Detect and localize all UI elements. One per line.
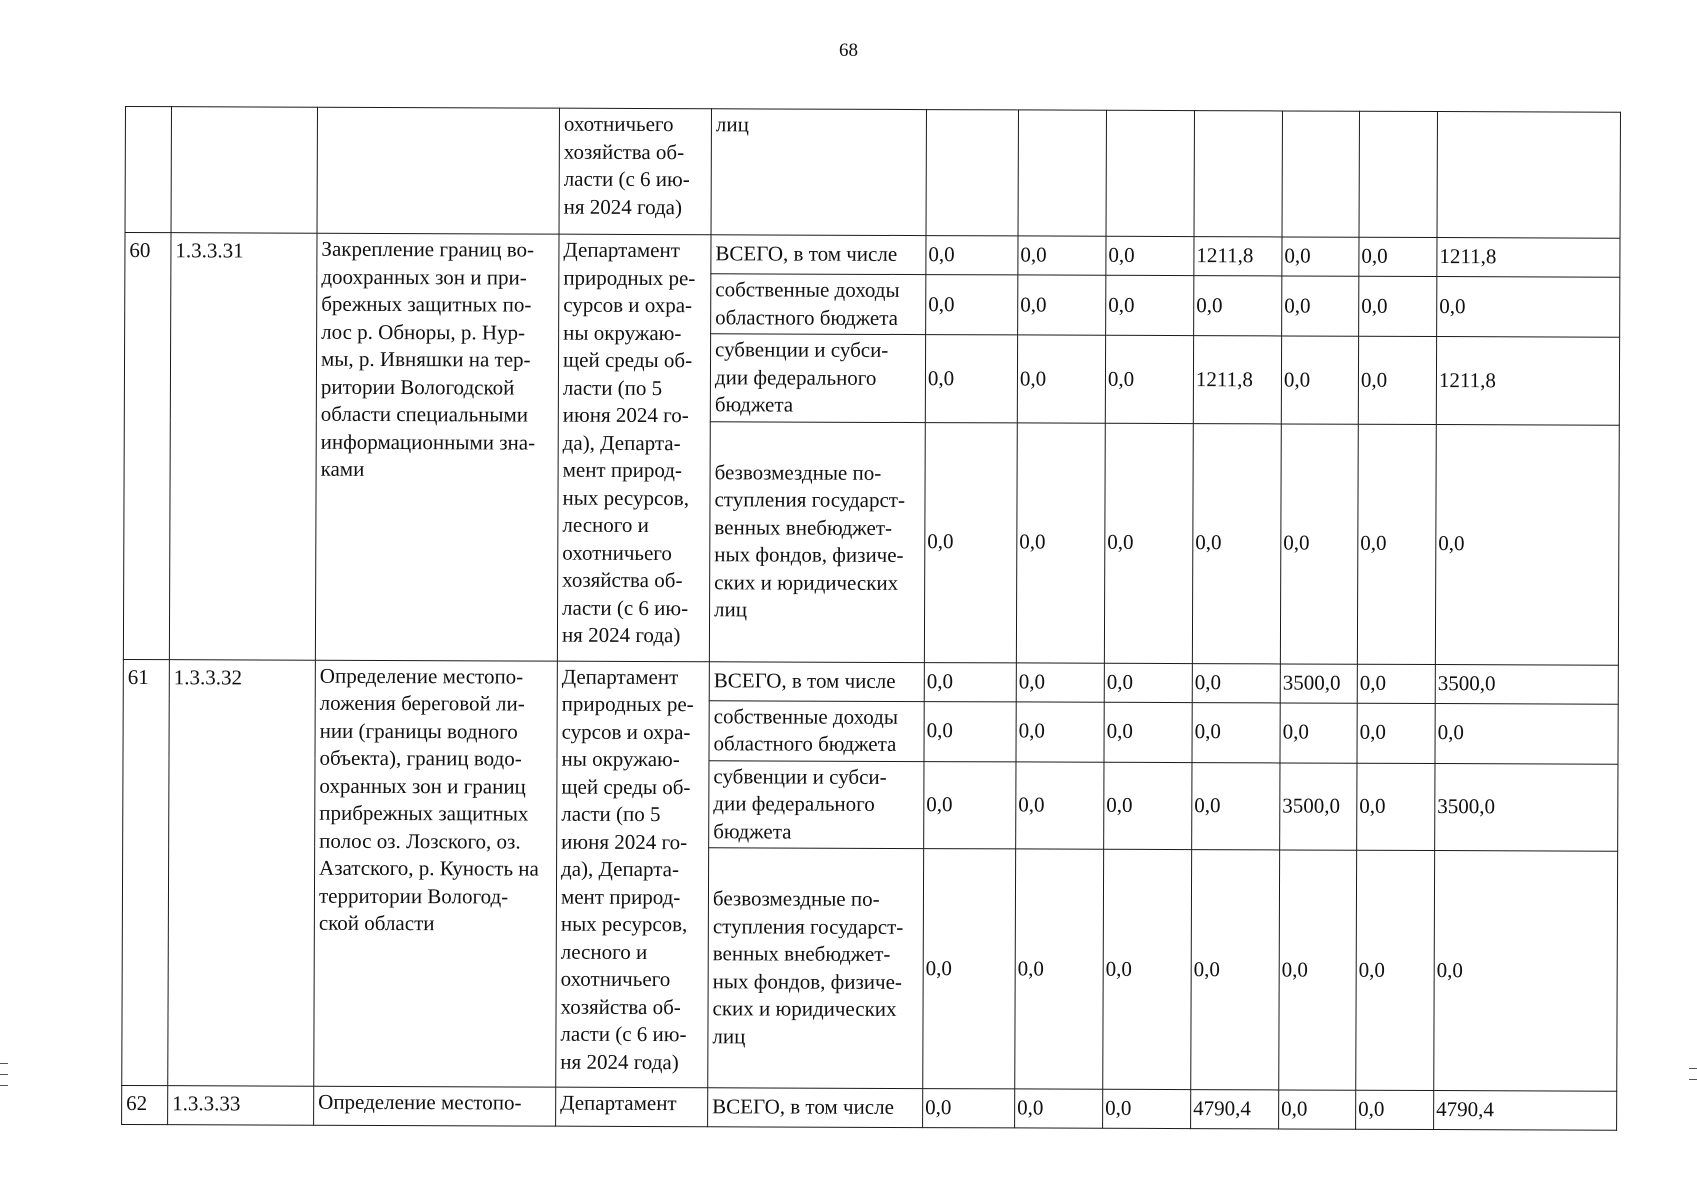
cell-funding-source: субвенции и субси- дии федерального бюджета bbox=[710, 334, 925, 422]
cell-value bbox=[1437, 112, 1620, 239]
scan-mark bbox=[1689, 1068, 1697, 1069]
cell-value: 0,0 bbox=[1106, 236, 1194, 275]
cell-value: 0,0 bbox=[926, 236, 1018, 275]
cell-value: 0,0 bbox=[1282, 276, 1359, 336]
cell-value: 0,0 bbox=[1279, 1090, 1356, 1129]
cell-value: 0,0 bbox=[1437, 277, 1620, 338]
table-row bbox=[122, 1085, 1617, 1130]
cell-funding-source: собственные доходы областного бюджета bbox=[709, 700, 924, 761]
cell-value: 0,0 bbox=[924, 761, 1016, 849]
cell-value: 0,0 bbox=[924, 422, 1017, 662]
cell-value: 1211,8 bbox=[1436, 337, 1619, 425]
cell-value: 3500,0 bbox=[1435, 763, 1618, 851]
cell-value: 3500,0 bbox=[1435, 664, 1618, 704]
cell-value: 0,0 bbox=[1357, 424, 1436, 664]
cell-name: Определение местопо- bbox=[314, 1086, 556, 1126]
cell-value: 1211,8 bbox=[1193, 336, 1281, 424]
funding-table bbox=[121, 106, 1621, 1131]
cell-name bbox=[317, 107, 559, 234]
cell-value: 0,0 bbox=[1279, 850, 1357, 1090]
cell-funding-source: ВСЕГО, в том числе bbox=[711, 235, 926, 275]
cell-name: Определение местопо- ложения береговой ли- нии (границы водного объекта), границ водо- охранных зон и границ прибрежных защитных полос оз. Лозского, оз. Азатского, р. Куность на территории Вологод- ской области bbox=[314, 660, 558, 1087]
cell-value: 0,0 bbox=[1016, 422, 1105, 662]
table-row bbox=[125, 233, 1620, 278]
cell-value: 0,0 bbox=[1191, 850, 1280, 1090]
scan-mark bbox=[1689, 1079, 1697, 1080]
cell-value: 0,0 bbox=[1357, 664, 1435, 703]
cell-funding-source: безвозмездные по- ступления государст- венных внебюджет- ных фондов, физиче- ских и юридических лиц bbox=[708, 848, 924, 1089]
cell-value: 0,0 bbox=[1280, 702, 1357, 762]
cell-value: 4790,4 bbox=[1191, 1090, 1279, 1129]
cell-value: 0,0 bbox=[1356, 1090, 1434, 1129]
cell-value: 0,0 bbox=[1104, 762, 1192, 850]
cell-value: 0,0 bbox=[1434, 851, 1618, 1092]
cell-value: 0,0 bbox=[1280, 423, 1358, 663]
cell-value bbox=[1018, 110, 1106, 236]
cell-value: 4790,4 bbox=[1434, 1091, 1617, 1131]
cell-value: 0,0 bbox=[1103, 849, 1192, 1089]
cell-value: 0,0 bbox=[923, 849, 1016, 1089]
cell-value bbox=[1106, 110, 1194, 236]
continuation-row bbox=[125, 107, 1620, 239]
cell-value: 0,0 bbox=[924, 662, 1016, 701]
cell-value: 0,0 bbox=[1104, 702, 1192, 762]
cell-value: 0,0 bbox=[1435, 424, 1619, 665]
cell-index bbox=[125, 107, 171, 233]
cell-value: 0,0 bbox=[1359, 237, 1437, 276]
cell-value: 0,0 bbox=[1192, 423, 1281, 663]
cell-value bbox=[1282, 111, 1359, 237]
cell-value: 0,0 bbox=[1194, 276, 1282, 336]
cell-value: 0,0 bbox=[1357, 703, 1435, 763]
cell-value: 0,0 bbox=[1104, 423, 1193, 663]
cell-value: 0,0 bbox=[1358, 336, 1436, 424]
page-number: 68 bbox=[839, 40, 858, 61]
cell-value: 0,0 bbox=[1017, 335, 1105, 423]
cell-value bbox=[1194, 111, 1282, 237]
cell-value: 0,0 bbox=[1015, 1089, 1103, 1128]
cell-value: 0,0 bbox=[926, 275, 1018, 335]
cell-value: 0,0 bbox=[1359, 276, 1437, 336]
scan-mark bbox=[0, 1085, 8, 1086]
cell-value: 0,0 bbox=[924, 701, 1016, 761]
cell-value: 0,0 bbox=[1105, 335, 1193, 423]
cell-executor: Департамент природных ре- сурсов и охра- ны окружаю- щей среды об- ласти (по 5 июня 2024 го- да), Департа- мент природ- ных ресурсов, лесного и охотничьего хозяйства об- ласти (с 6 ию- ня 2024 года) bbox=[557, 234, 711, 661]
cell-funding-source: безвозмездные по- ступления государст- венных внебюджет- ных фондов, физиче- ских и юридических лиц bbox=[709, 421, 925, 662]
cell-value: 0,0 bbox=[925, 335, 1017, 423]
cell-value: 1211,8 bbox=[1194, 237, 1282, 276]
cell-funding-source: ВСЕГО, в том числе bbox=[709, 661, 924, 701]
cell-value: 0,0 bbox=[1192, 762, 1280, 850]
cell-value: 3500,0 bbox=[1280, 663, 1357, 702]
cell-funding-source: ВСЕГО, в том числе bbox=[708, 1088, 923, 1128]
cell-value: 0,0 bbox=[1435, 703, 1618, 764]
cell-value: 1211,8 bbox=[1437, 238, 1620, 278]
cell-value: 0,0 bbox=[1016, 761, 1104, 849]
cell-value: 0,0 bbox=[1106, 275, 1194, 335]
cell-code: 1.3.3.31 bbox=[169, 233, 317, 660]
document-sheet bbox=[121, 106, 1620, 1131]
cell-value: 0,0 bbox=[1015, 849, 1104, 1089]
cell-value: 0,0 bbox=[1282, 237, 1359, 276]
cell-value: 0,0 bbox=[1192, 702, 1280, 762]
cell-value: 0,0 bbox=[1018, 275, 1106, 335]
table-row bbox=[123, 659, 1618, 704]
cell-funding-source: субвенции и субси- дии федерального бюджета bbox=[709, 760, 924, 848]
cell-value: 0,0 bbox=[923, 1089, 1015, 1128]
cell-code: 1.3.3.32 bbox=[168, 659, 316, 1086]
cell-executor: Департамент природных ре- сурсов и охра- ны окружаю- щей среды об- ласти (по 5 июня 2024 го- да), Департа- мент природ- ных ресурсов, лесного и охотничьего хозяйства об- ласти (с 6 ию- ня 2024 года) bbox=[556, 661, 710, 1088]
cell-value: 0,0 bbox=[1016, 701, 1104, 761]
cell-funding-source: лиц bbox=[711, 109, 926, 236]
cell-value: 0,0 bbox=[1192, 663, 1280, 702]
cell-executor: охотничьего хозяйства об- ласти (с 6 ию- ня 2024 года) bbox=[559, 108, 711, 235]
cell-value: 0,0 bbox=[1281, 336, 1358, 424]
cell-value: 0,0 bbox=[1357, 763, 1435, 851]
cell-code: 1.3.3.33 bbox=[168, 1086, 314, 1126]
scan-mark bbox=[0, 1074, 8, 1075]
cell-value bbox=[926, 110, 1018, 236]
cell-value: 0,0 bbox=[1103, 1089, 1191, 1128]
cell-funding-source: собственные доходы областного бюджета bbox=[711, 274, 926, 335]
cell-executor: Департамент bbox=[556, 1087, 708, 1127]
cell-value bbox=[1359, 111, 1437, 237]
cell-value: 0,0 bbox=[1104, 663, 1192, 702]
cell-index: 60 bbox=[123, 233, 171, 660]
cell-value: 0,0 bbox=[1016, 662, 1104, 701]
cell-code bbox=[171, 107, 317, 234]
scan-mark bbox=[0, 1063, 8, 1064]
cell-index: 61 bbox=[122, 659, 170, 1086]
cell-index: 62 bbox=[122, 1085, 168, 1124]
cell-value: 3500,0 bbox=[1280, 762, 1357, 850]
cell-name: Закрепление границ во- доохранных зон и при- брежных защитных по- лос р. Обноры, р. Нур- мы, р. Ивняшки на тер- ритории Вологодской области специальными информационными зна- ками bbox=[315, 233, 559, 660]
cell-value: 0,0 bbox=[1018, 236, 1106, 275]
cell-value: 0,0 bbox=[1356, 850, 1435, 1090]
table-body bbox=[122, 107, 1621, 1131]
